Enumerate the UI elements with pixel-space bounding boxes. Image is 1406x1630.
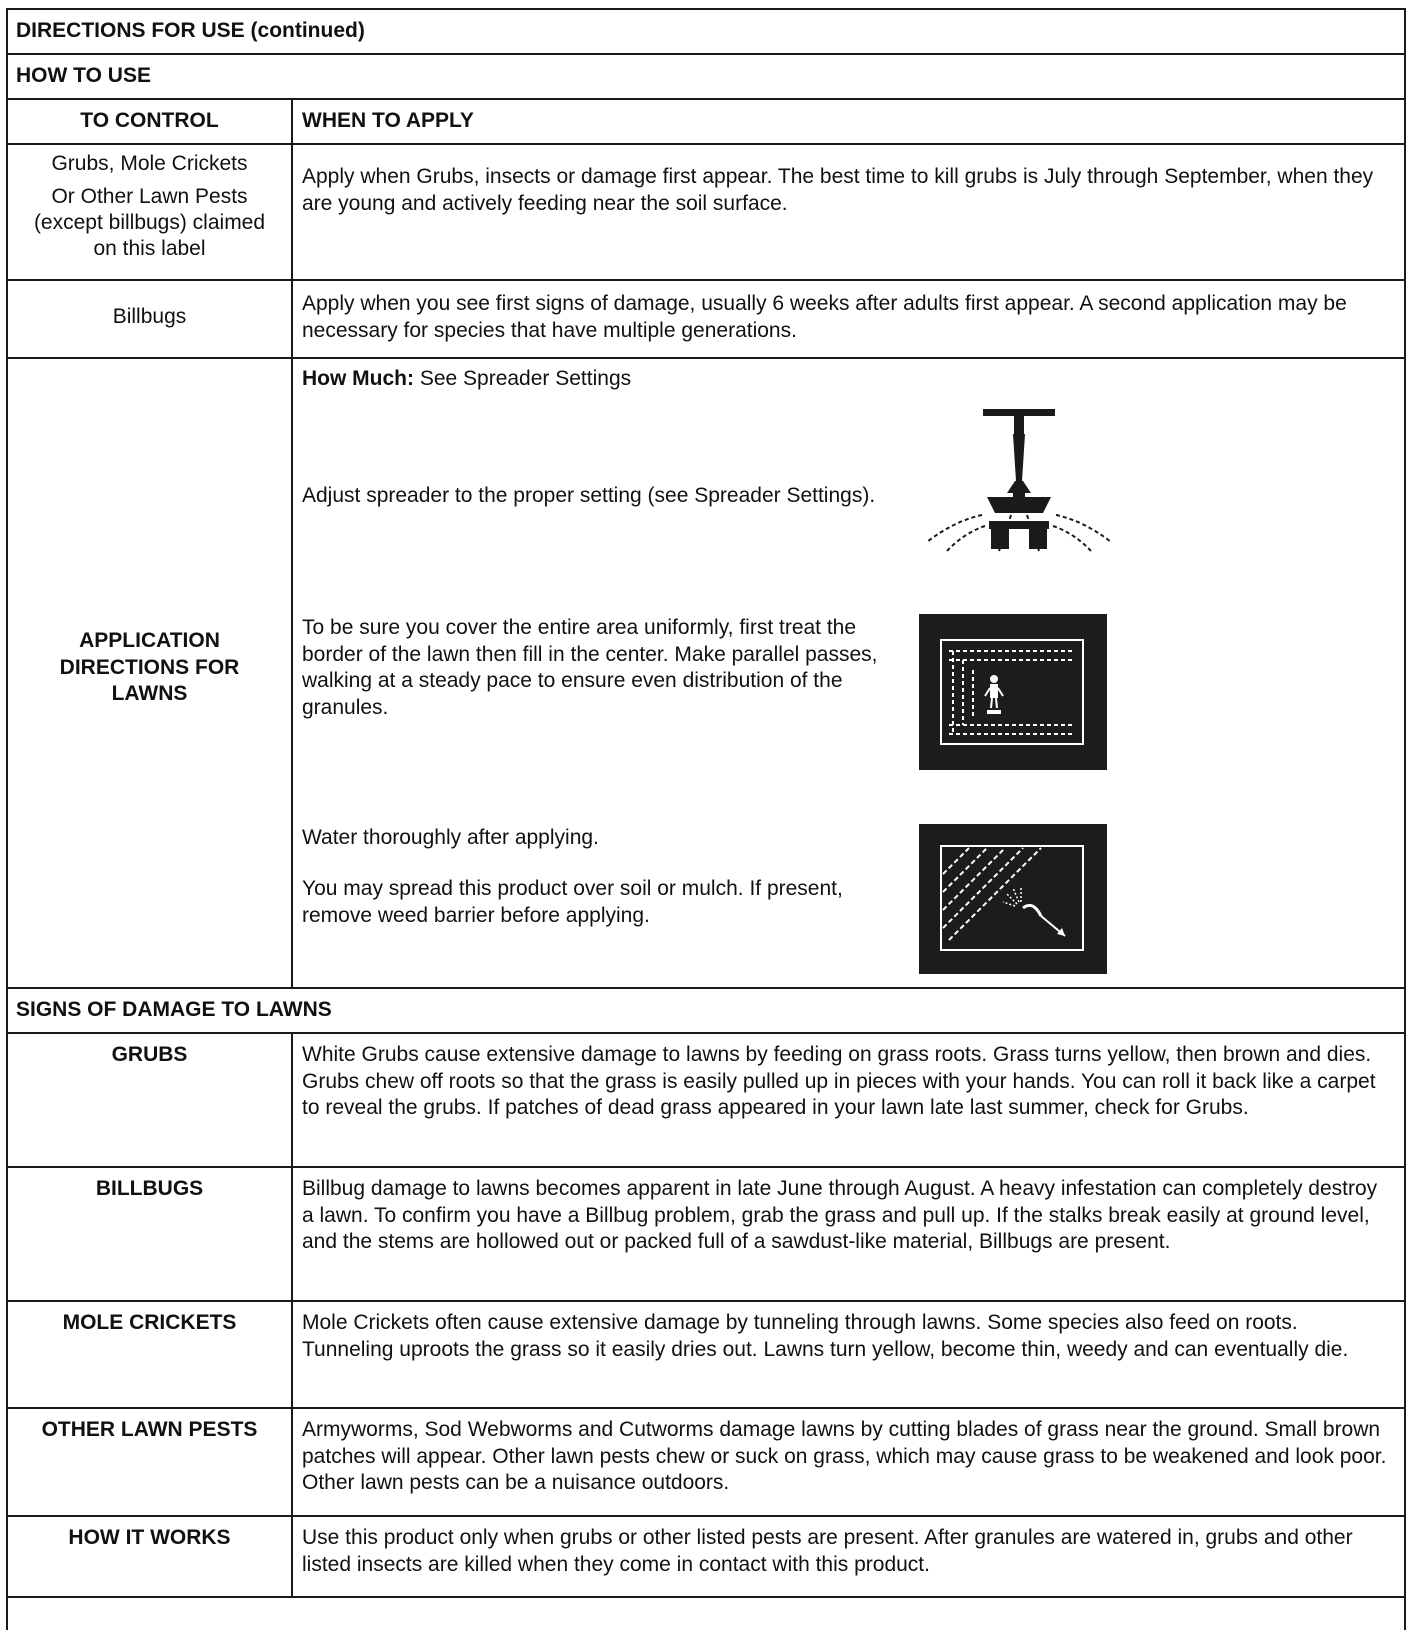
watering-icon (919, 824, 1107, 974)
damage-label-how-it-works: HOW IT WORKS (8, 1517, 293, 1596)
damage-text-how-it-works: Use this product only when grubs or other listed pests are present. After granules are watered in, grubs and other listed insects are killed when they come in contact with this product. (302, 1526, 1353, 1576)
damage-row-grubs (8, 1034, 1404, 1168)
damage-text-billbugs: Billbug damage to lawns becomes apparent in late June through August. A heavy infestation can completely destroy a lawn. To confirm you have a Billbug problem, grab the grass and pull up. If the stalks break easily at ground level, and the stems are hollowed out or packed full of a sawdust-like material, Billbugs are present. (302, 1177, 1378, 1253)
application-label-line: LAWNS (111, 682, 188, 705)
control-target-grubs (8, 145, 293, 279)
damage-text-mole-crickets: Mole Crickets often cause extensive damage by tunneling through lawns. Some species also feed on roots. Tunneling uproots the grass so it easily dries out. Lawns turn yellow, become thin, weedy and can eventually die. (302, 1311, 1349, 1361)
how-to-use-heading: HOW TO USE (16, 64, 151, 87)
how-much-text: See Spreader Settings (413, 367, 632, 390)
application-label-line: APPLICATION (79, 629, 220, 652)
damage-label-grubs: GRUBS (8, 1034, 293, 1166)
damage-text-grubs: White Grubs cause extensive damage to lawns by feeding on grass roots. Grass turns yellow, then brown and dies. Grubs chew off roots so that the grass is easily pulled up in pieces with your hands. You can roll it back like a carpet to reveal the grubs. If patches of dead grass appeared in your lawn late last summer, check for Grubs. (302, 1043, 1376, 1119)
control-target-billbugs (8, 281, 293, 357)
directions-table (6, 8, 1406, 1630)
how-much (302, 366, 631, 393)
control-line: Or Other Lawn Pests (51, 185, 248, 208)
damage-text-other-lawn-pests: Armyworms, Sod Webworms and Cutworms damage lawns by cutting blades of grass near the ground. Small brown patches will appear. Other lawn pests chew or suck on grass, which may cause grass to be weakened and look poor. Other lawn pests can be a nuisance outdoors. (302, 1418, 1387, 1494)
control-row-billbugs (8, 281, 1404, 359)
when-to-apply-billbugs: Apply when you see first signs of damage, usually 6 weeks after adults first appear. A second application may be necessary for species that have multiple generations. (302, 292, 1347, 342)
damage-label-billbugs: BILLBUGS (8, 1168, 293, 1300)
how-much-label: How Much: (302, 367, 414, 390)
when-to-apply-grubs: Apply when Grubs, insects or damage first appear. The best time to kill grubs is July through September, when they are young and actively feeding near the soil surface. (302, 165, 1374, 215)
damage-label-other-lawn-pests: OTHER LAWN PESTS (8, 1409, 293, 1515)
section-title: DIRECTIONS FOR USE (continued) (16, 19, 365, 42)
control-line: (except billbugs) claimed (33, 211, 266, 234)
section-title-row (8, 10, 1404, 55)
to-control-header: TO CONTROL (8, 100, 293, 143)
control-row-grubs (8, 145, 1404, 281)
damage-row-billbugs (8, 1168, 1404, 1302)
step-cover-area: To be sure you cover the entire area uniformly, first treat the border of the lawn then fill in the center. Make parallel passes, walking at a steady pace to ensure even distribution of the granules. (302, 616, 878, 719)
control-line: on this label (93, 237, 206, 260)
step-water: Water thoroughly after applying. (302, 826, 599, 849)
step-mulch: You may spread this product over soil or mulch. If present, remove weed barrier before applying. (302, 877, 843, 927)
control-line: Grubs, Mole Crickets (51, 152, 248, 175)
application-directions-row (8, 359, 1404, 989)
step-adjust-spreader: Adjust spreader to the proper setting (see Spreader Settings). (302, 484, 876, 507)
how-to-use-row (8, 55, 1404, 100)
damage-row-mole-crickets (8, 1302, 1404, 1409)
application-label (8, 359, 293, 987)
application-label-line: DIRECTIONS FOR (59, 655, 240, 679)
signs-heading: SIGNS OF DAMAGE TO LAWNS (16, 998, 332, 1021)
spreader-icon (919, 409, 1119, 569)
column-header-row (8, 100, 1404, 145)
application-steps (293, 359, 1404, 987)
damage-row-other-lawn-pests (8, 1409, 1404, 1517)
control-line: Billbugs (112, 305, 187, 328)
damage-label-mole-crickets: MOLE CRICKETS (8, 1302, 293, 1407)
when-to-apply-header: WHEN TO APPLY (302, 109, 474, 132)
signs-heading-row (8, 989, 1404, 1034)
damage-row-how-it-works (8, 1517, 1404, 1598)
lawn-pattern-icon (919, 614, 1107, 770)
